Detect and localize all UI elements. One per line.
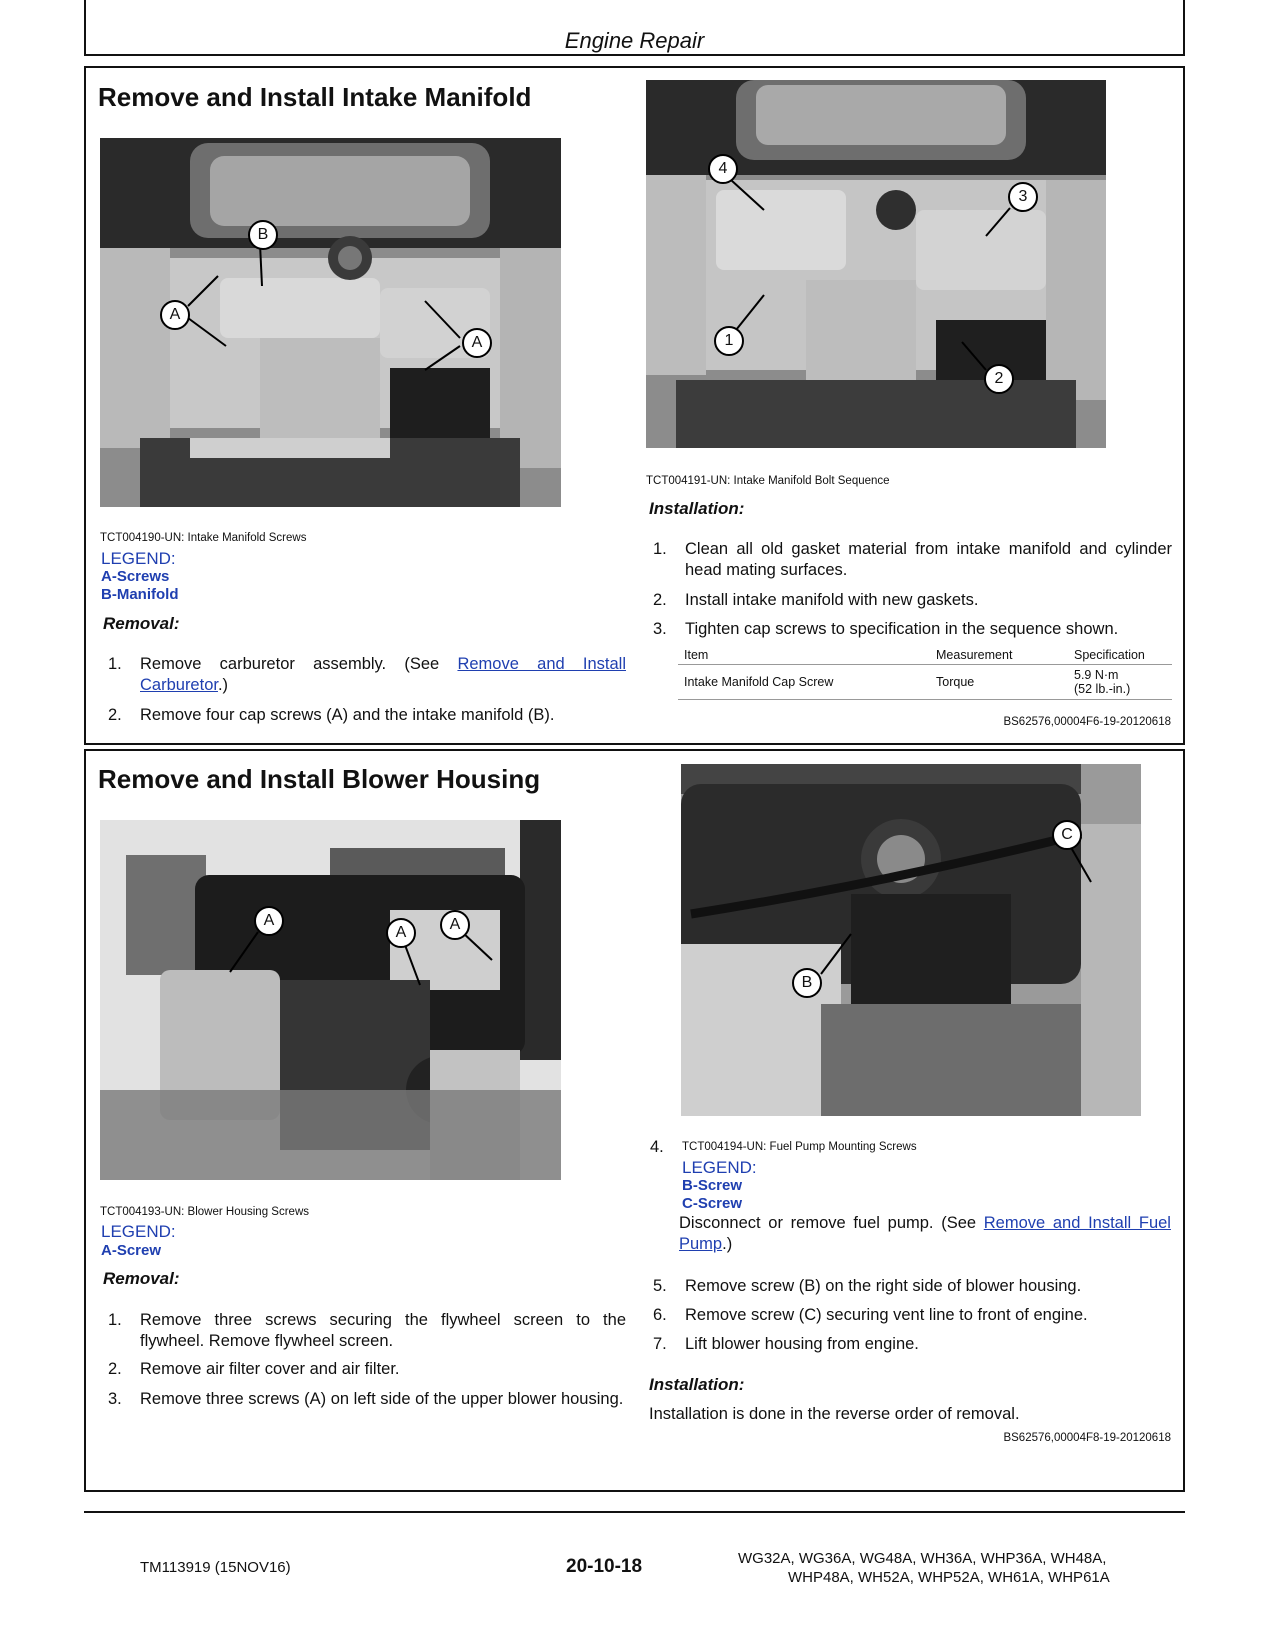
spec-measurement: Torque xyxy=(930,665,1068,700)
spec-header-measurement: Measurement xyxy=(930,646,1068,665)
spec-item: Intake Manifold Cap Screw xyxy=(678,665,930,700)
bolt-sequence-callouts xyxy=(646,80,1106,448)
spec-table-header-row xyxy=(678,646,1172,665)
callout-bolt-3: 3 xyxy=(1008,182,1038,212)
doc-code-section1: BS62576,00004F6-19-20120618 xyxy=(1003,716,1171,728)
spec-value-metric: 5.9 N·m xyxy=(1074,668,1119,682)
figure-caption-blower-screws: TCT004193-UN: Blower Housing Screws xyxy=(100,1206,309,1218)
section-title-blower-housing: Remove and Install Blower Housing xyxy=(98,764,541,794)
spec-header-item: Item xyxy=(678,646,930,665)
link-remove-install-carburetor[interactable]: Remove and Install Carburetor xyxy=(140,655,626,694)
figure-caption-fuel-pump: TCT004194-UN: Fuel Pump Mounting Screws xyxy=(682,1141,917,1153)
doc-code-section2: BS62576,00004F8-19-20120618 xyxy=(1003,1432,1171,1444)
installation-heading-blower: Installation: xyxy=(649,1375,745,1394)
legend-heading-fuel-pump: LEGEND: xyxy=(682,1158,757,1177)
spec-header-specification: Specification xyxy=(1068,646,1172,665)
callout-bolt-1: 1 xyxy=(714,326,744,356)
fuel-pump-callouts-lines xyxy=(681,764,1141,1116)
installation-heading: Installation: xyxy=(649,499,745,518)
removal-heading: Removal: xyxy=(103,614,180,633)
callout-a-screw-1: A xyxy=(254,906,284,936)
blower-callouts-lines xyxy=(100,820,561,1180)
callout-bolt-4: 4 xyxy=(708,154,738,184)
footer-page-number: 20-10-18 xyxy=(566,1556,643,1577)
step-4-number: 4. xyxy=(650,1138,664,1156)
callout-a-screw-right: A xyxy=(462,328,492,358)
callout-a-screw-2: A xyxy=(386,918,416,948)
spec-table-row xyxy=(678,665,1172,700)
installation-text-blower: Installation is done in the reverse order of removal. xyxy=(649,1405,1020,1423)
callout-bolt-2: 2 xyxy=(984,364,1014,394)
legend-item-b-screw: B-Screw xyxy=(682,1177,743,1194)
legend-heading-blower: LEGEND: xyxy=(101,1222,176,1241)
figure-caption-intake-screws: TCT004190-UN: Intake Manifold Screws xyxy=(100,532,307,544)
figure-caption-bolt-sequence: TCT004191-UN: Intake Manifold Bolt Sequence xyxy=(646,475,890,487)
legend-item-b-manifold: B-Manifold xyxy=(101,586,179,603)
removal-heading-blower: Removal: xyxy=(103,1269,180,1288)
callout-b-screw: B xyxy=(792,968,822,998)
callout-b-manifold: B xyxy=(248,220,278,250)
footer-models-line-2: WHP48A, WH52A, WHP52A, WH61A, WHP61A xyxy=(788,1569,1110,1586)
step-4-text: Disconnect or remove fuel pump. (See Remove and Install Fuel Pump.) xyxy=(679,1214,1171,1253)
footer-models-line-1: WG32A, WG36A, WG48A, WH36A, WHP36A, WH48A, xyxy=(738,1550,1107,1567)
spec-value xyxy=(1068,665,1172,700)
page-header-title: Engine Repair xyxy=(564,28,705,53)
callout-c-screw: C xyxy=(1052,820,1082,850)
callout-a-screw-3: A xyxy=(440,910,470,940)
legend-heading: LEGEND: xyxy=(101,549,176,568)
section-title-intake-manifold: Remove and Install Intake Manifold xyxy=(98,82,532,112)
legend-item-c-screw: C-Screw xyxy=(682,1195,743,1212)
callout-a-screw-left: A xyxy=(160,300,190,330)
legend-item-a-screws: A-Screws xyxy=(101,568,170,585)
footer-manual-id: TM113919 (15NOV16) xyxy=(140,1559,291,1576)
legend-item-a-screw: A-Screw xyxy=(101,1242,162,1259)
link-remove-install-fuel-pump[interactable]: Remove and Install Fuel Pump xyxy=(679,1214,1171,1253)
spec-value-imperial: (52 lb.-in.) xyxy=(1074,682,1131,696)
spec-table xyxy=(678,646,1172,700)
footer-rule xyxy=(84,1511,1185,1513)
